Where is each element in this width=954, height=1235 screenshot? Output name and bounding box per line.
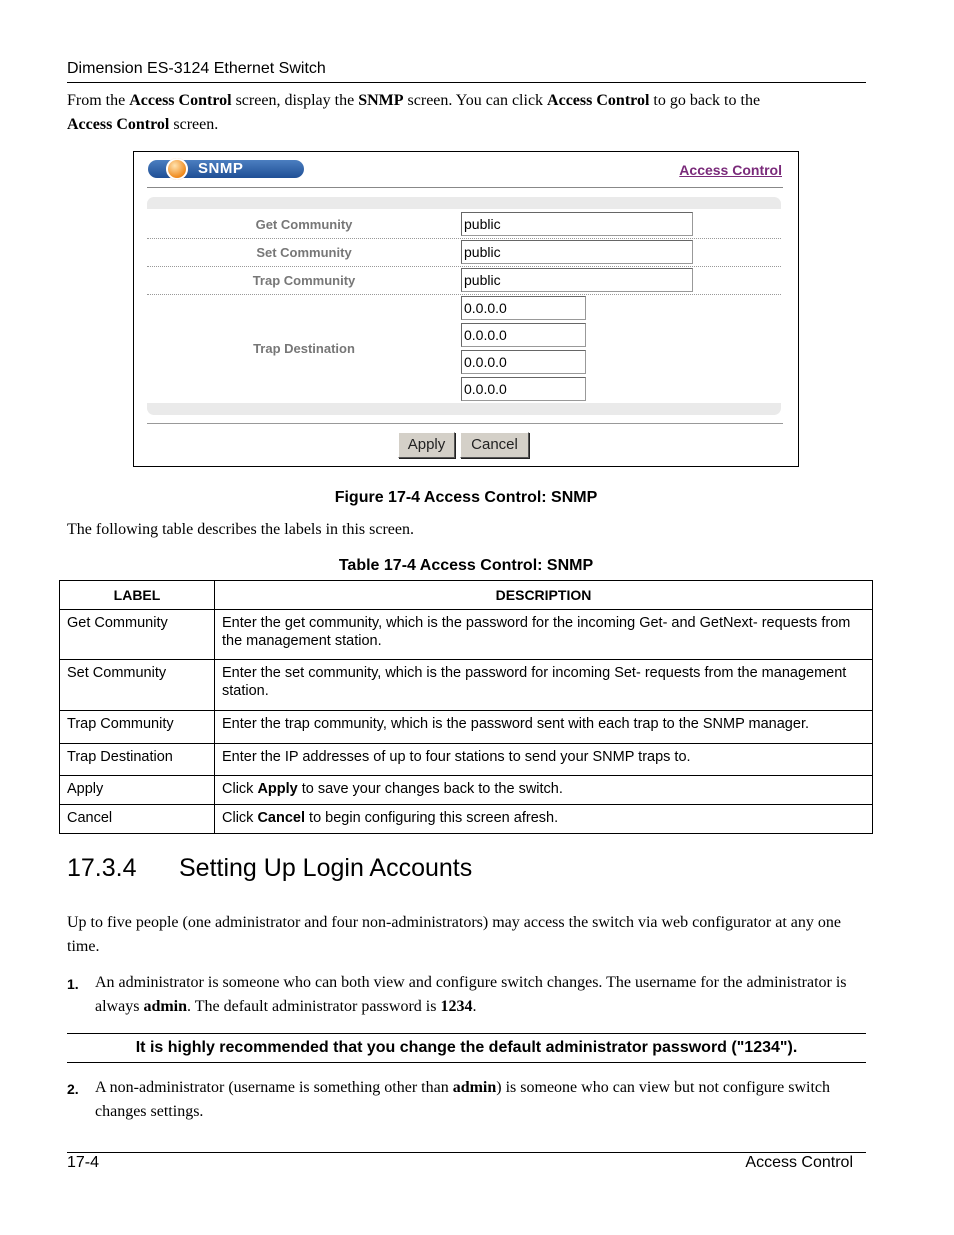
screen-title: SNMP	[198, 160, 244, 177]
row-label: Trap Destination	[60, 744, 215, 776]
list-number: 1.	[67, 976, 79, 992]
trap-community-label: Trap Community	[252, 273, 356, 288]
trap-destination-input-3[interactable]: 0.0.0.0	[461, 350, 586, 374]
section-paragraph: Up to five people (one administrator and four non-administrators) may access the switch via web configurator at any one time.	[67, 914, 841, 955]
intro-paragraph: From the Access Control screen, display the SNMP screen. You can click Access Control to go back to the Access Control screen.	[67, 92, 761, 133]
table-row	[60, 744, 873, 776]
table-intro: The following table describes the labels in this screen.	[67, 521, 415, 538]
section-heading	[67, 854, 472, 883]
trap-community-input[interactable]: public	[461, 268, 693, 292]
note-box: It is highly recommended that you change the default administrator password ("1234").	[67, 1033, 866, 1063]
running-header: Dimension ES-3124 Ethernet Switch	[67, 60, 326, 77]
row-label: Cancel	[60, 805, 215, 834]
set-community-label: Set Community	[256, 245, 352, 260]
row-divider	[147, 238, 781, 239]
trap-destination-input-1[interactable]: 0.0.0.0	[461, 296, 586, 320]
row-description: Click Apply to save your changes back to the switch.	[215, 776, 873, 805]
row-divider	[147, 294, 781, 295]
row-description: Enter the get community, which is the password for the incoming Get- and GetNext- requests from the management station.	[215, 610, 873, 660]
list-item: An administrator is someone who can both view and configure switch changes. The username for the administrator is always admin. The default administrator password is 1234.	[95, 974, 847, 1015]
list-item: A non-administrator (username is something other than admin) is someone who can view but not configure switch changes settings.	[95, 1079, 830, 1120]
row-label: Get Community	[60, 610, 215, 660]
get-community-label: Get Community	[255, 217, 353, 232]
table-header-row	[60, 581, 873, 610]
list-number: 2.	[67, 1081, 79, 1097]
footer-section: Access Control	[745, 1154, 853, 1171]
trap-destination-input-2[interactable]: 0.0.0.0	[461, 323, 586, 347]
table-caption: Table 17-4 Access Control: SNMP	[338, 557, 594, 574]
footer-rule	[67, 1152, 866, 1153]
section-number: 17.3.4	[67, 854, 137, 882]
access-control-link[interactable]: Access Control	[679, 162, 782, 178]
section-title: Setting Up Login Accounts	[179, 854, 473, 882]
table-row	[60, 776, 873, 805]
trap-destination-input-4[interactable]: 0.0.0.0	[461, 377, 586, 401]
row-description: Enter the IP addresses of up to four stations to send your SNMP traps to.	[215, 744, 873, 776]
row-description: Enter the set community, which is the password for incoming Set- requests from the management station.	[215, 660, 873, 711]
orb-icon	[166, 158, 188, 180]
table-row	[60, 610, 873, 660]
table-row	[60, 711, 873, 744]
get-community-input[interactable]: public	[461, 212, 693, 236]
label-column-header: LABEL	[60, 581, 215, 610]
figure-caption: Figure 17-4 Access Control: SNMP	[334, 489, 598, 506]
row-description: Enter the trap community, which is the password sent with each trap to the SNMP manager.	[215, 711, 873, 744]
cancel-button[interactable]: Cancel	[460, 432, 529, 458]
table-row	[60, 660, 873, 711]
row-description: Click Cancel to begin configuring this screen afresh.	[215, 805, 873, 834]
row-label: Apply	[60, 776, 215, 805]
snmp-screenshot-figure	[133, 151, 799, 467]
trap-destination-label: Trap Destination	[253, 341, 355, 356]
title-divider	[147, 187, 783, 188]
header-rule	[67, 82, 866, 83]
description-column-header: DESCRIPTION	[215, 581, 873, 610]
page-number: 17-4	[67, 1154, 100, 1171]
description-table	[59, 580, 873, 834]
row-label: Set Community	[60, 660, 215, 711]
apply-button[interactable]: Apply	[398, 432, 455, 458]
set-community-input[interactable]: public	[461, 240, 693, 264]
snmp-title-bar	[148, 160, 304, 178]
button-divider	[147, 423, 783, 424]
table-row	[60, 805, 873, 834]
row-label: Trap Community	[60, 711, 215, 744]
row-divider	[147, 266, 781, 267]
